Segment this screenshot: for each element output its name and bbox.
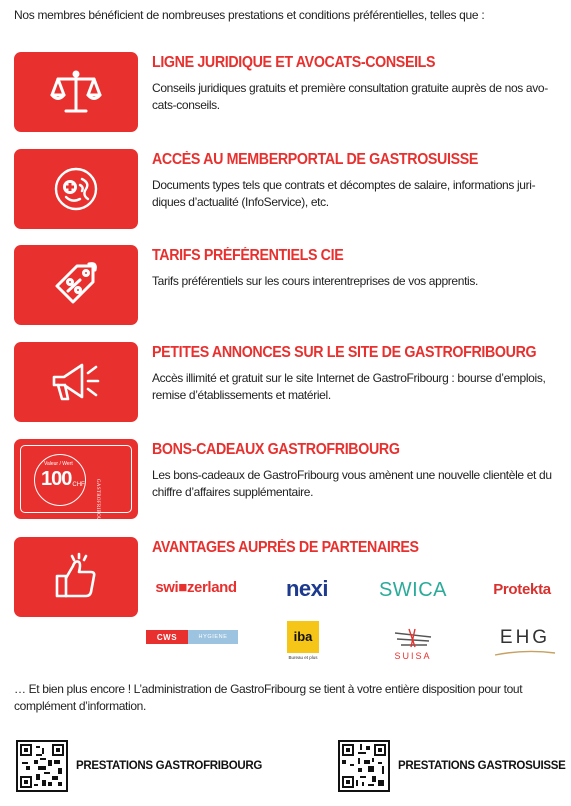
logo-cws: CWS HYGIENE: [146, 630, 238, 644]
partner-logos: [146, 572, 566, 672]
service-legal: [14, 52, 559, 132]
qr-code-icon: [18, 742, 66, 790]
outro-text: … Et bien plus encore ! L’administration de GastroFribourg se tient à votre entière disposition pour tout complément d’information.: [14, 682, 523, 713]
gift-voucher-icon: [14, 439, 138, 529]
service-title: PETITES ANNONCES SUR LE SITE DE GASTROFRIBOURG: [152, 344, 537, 361]
thumbs-up-icon: [51, 552, 101, 602]
service-tile: [14, 149, 138, 229]
service-cie-rates: [14, 245, 559, 325]
service-tile: [14, 245, 138, 325]
voucher-amount: 100 CHF: [41, 468, 85, 490]
service-memberportal: [14, 149, 559, 229]
service-tile: [14, 52, 138, 132]
service-description: Conseils juridiques gratuits et première consultation gratuite auprès de nos avo-cats-conseils.: [152, 81, 548, 112]
qr-code[interactable]: [338, 740, 390, 792]
service-description: Tarifs préférentiels sur les cours interentreprises de vos apprentis.: [152, 274, 479, 288]
logo-switzerland: swi■zerland: [155, 578, 237, 596]
voucher-small-label: Valeur / Wert: [44, 461, 73, 467]
logo-nexi: nexi: [285, 576, 329, 601]
ehg-swoosh-icon: [493, 649, 557, 657]
service-description: Accès illimité et gratuit sur le site Internet de GastroFribourg : bourse d’emplois, remise d’établissements et matériel.: [152, 371, 546, 402]
logo-swica: SWICA: [378, 578, 448, 601]
service-title: BONS-CADEAUX GASTROFRIBOURG: [152, 441, 400, 458]
swiss-cross-portal-icon: [52, 165, 100, 213]
service-gift-vouchers: [14, 439, 559, 529]
qr-label: PRESTATIONS GASTROFRIBOURG: [76, 760, 262, 772]
service-description: Documents types tels que contrats et décomptes de salaire, informations juri-diques d’actualité (InfoService), etc.: [152, 178, 536, 209]
qr-gastrofribourg[interactable]: [16, 740, 262, 792]
megaphone-icon: [48, 359, 104, 405]
voucher-brand: GASTROFRIBOURG: [95, 479, 100, 529]
service-tile: [14, 342, 138, 422]
service-description: Les bons-cadeaux de GastroFribourg vous amènent une nouvelle clientèle et du chiffre d’affaires supplémentaire.: [152, 468, 552, 499]
service-title: TARIFS PRÉFÉRENTIELS CIE: [152, 247, 344, 264]
logo-protekta: Protekta: [493, 580, 551, 598]
scales-icon: [50, 69, 102, 115]
service-classifieds: [14, 342, 559, 422]
logo-suisa: SUISA: [380, 622, 446, 666]
logo-ehg: EHG: [490, 622, 560, 662]
service-title: ACCÈS AU MEMBERPORTAL DE GASTROSUISSE: [152, 151, 479, 168]
logo-iba: iba Bureau et plus: [286, 618, 320, 662]
qr-code-icon: [340, 742, 388, 790]
service-title: AVANTAGES AUPRÈS DE PARTENAIRES: [152, 539, 419, 556]
intro-text: Nos membres bénéficient de nombreuses prestations et conditions préférentielles, telles que :: [14, 8, 485, 22]
suisa-mark-icon: [393, 627, 433, 649]
qr-gastrosuisse[interactable]: [338, 740, 565, 792]
qr-label: PRESTATIONS GASTROSUISSE: [398, 760, 566, 772]
service-tile: [14, 537, 138, 617]
percent-tag-icon: [51, 260, 101, 310]
qr-code[interactable]: [16, 740, 68, 792]
service-title: LIGNE JURIDIQUE ET AVOCATS-CONSEILS: [152, 54, 436, 71]
